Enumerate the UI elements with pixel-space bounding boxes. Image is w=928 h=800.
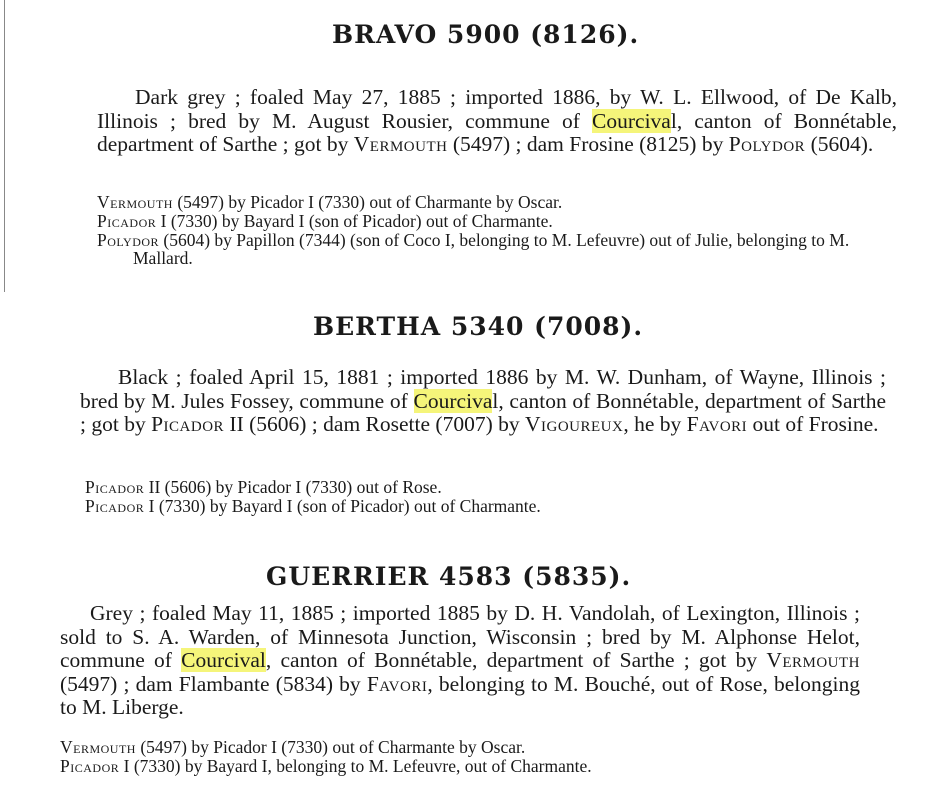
text-run: (5497) ; dam Flambante (5834) by — [60, 671, 367, 696]
entry-title: GUERRIER 4583 (5835). — [266, 562, 632, 591]
text-run: Black ; foaled April 15, 1881 ; imported 1886 by M. W. Dunham, of Wayne, Illinois ; bred by M. Jules Fossey, commune of — [80, 365, 886, 413]
text-run: II (5606) by Picador I (7330) out of Rose. — [144, 477, 442, 497]
text-run: (5497) ; dam Frosine (8125) by — [447, 132, 729, 156]
horse-name: Vermouth — [766, 648, 861, 672]
entry-description — [97, 86, 897, 157]
text-run: (5497) by Picador I (7330) out of Charmante by Oscar. — [172, 192, 563, 212]
pedigree-line — [85, 478, 885, 497]
margin-rule — [4, 0, 5, 292]
text-run: (5604) by Papillon (7344) (son of Coco I, belonging to M. Lefeuvre) out of Julie, belonging to M. Mallard. — [133, 229, 850, 269]
pedigree-notes — [97, 193, 897, 268]
pedigree-line — [97, 193, 897, 212]
entry-description — [60, 602, 860, 720]
highlighted-search-term: Courciva — [592, 108, 671, 133]
text-run: , canton of Bonnétable, department of Sarthe ; got by — [265, 648, 767, 672]
text-run: II (5606) ; dam Rosette (7007) by — [224, 412, 525, 436]
entry-title: BRAVO 5900 (8126). — [332, 20, 640, 49]
horse-name: Picador — [85, 477, 145, 497]
pedigree-line — [97, 231, 897, 269]
horse-name: Picador — [85, 495, 145, 516]
horse-name: Vermouth — [353, 132, 448, 156]
horse-name: Picador — [151, 412, 225, 436]
text-run: Grey ; foaled May 11, 1885 ; imported 1885 by D. H. Vandolah, of Lexington, Illinois ; sold to S. A. Warden, of Minnesota Junction, Wisconsin ; bred by M. Alphonse Helot, commune of — [60, 601, 860, 672]
text-run: I (7330) by Bayard I (son of Picador) out of Charmante. — [156, 210, 553, 231]
pedigree-notes — [85, 478, 885, 516]
horse-name: Polydor — [97, 229, 160, 250]
text-run: , belonging to M. Bouché, out of Rose, belonging to M. Liberge. — [60, 671, 860, 719]
text-run: l, canton of Bonnétable, department of Sarthe ; got by — [97, 108, 898, 156]
text-run: (5497) by Picador I (7330) out of Charmante by Oscar. — [135, 737, 526, 757]
text-run: (5604). — [805, 132, 874, 156]
horse-name: Vigoureux — [524, 412, 624, 436]
highlighted-search-term: Courciva — [413, 388, 493, 413]
horse-name: Favori — [686, 412, 748, 436]
horse-name: Vermouth — [60, 737, 136, 757]
horse-name: Vermouth — [97, 192, 173, 212]
highlighted-search-term: Courcival — [181, 648, 266, 672]
horse-name: Favori — [366, 671, 428, 696]
pedigree-line — [85, 497, 885, 516]
text-run: Dark grey ; foaled May 27, 1885 ; imported 1886, by W. L. Ellwood, of De Kalb, Illinois ; bred by M. August Rousier, commune of — [97, 85, 897, 133]
text-run: I (7330) by Bayard I (son of Picador) out of Charmante. — [144, 495, 541, 516]
pedigree-line — [97, 212, 897, 231]
text-run: , he by — [623, 412, 687, 436]
pedigree-line — [60, 757, 860, 776]
pedigree-line — [60, 738, 860, 757]
horse-name: Polydor — [728, 132, 806, 156]
horse-name: Picador — [60, 755, 120, 776]
pedigree-notes — [60, 738, 860, 776]
text-run: l, canton of Bonnétable, department of Sarthe ; got by — [80, 388, 886, 436]
text-run: I (7330) by Bayard I, belonging to M. Lefeuvre, out of Charmante. — [119, 755, 592, 776]
entry-title: BERTHA 5340 (7008). — [313, 312, 644, 341]
entry-description — [80, 366, 886, 437]
text-run: out of Frosine. — [747, 412, 879, 436]
horse-name: Picador — [97, 210, 157, 231]
